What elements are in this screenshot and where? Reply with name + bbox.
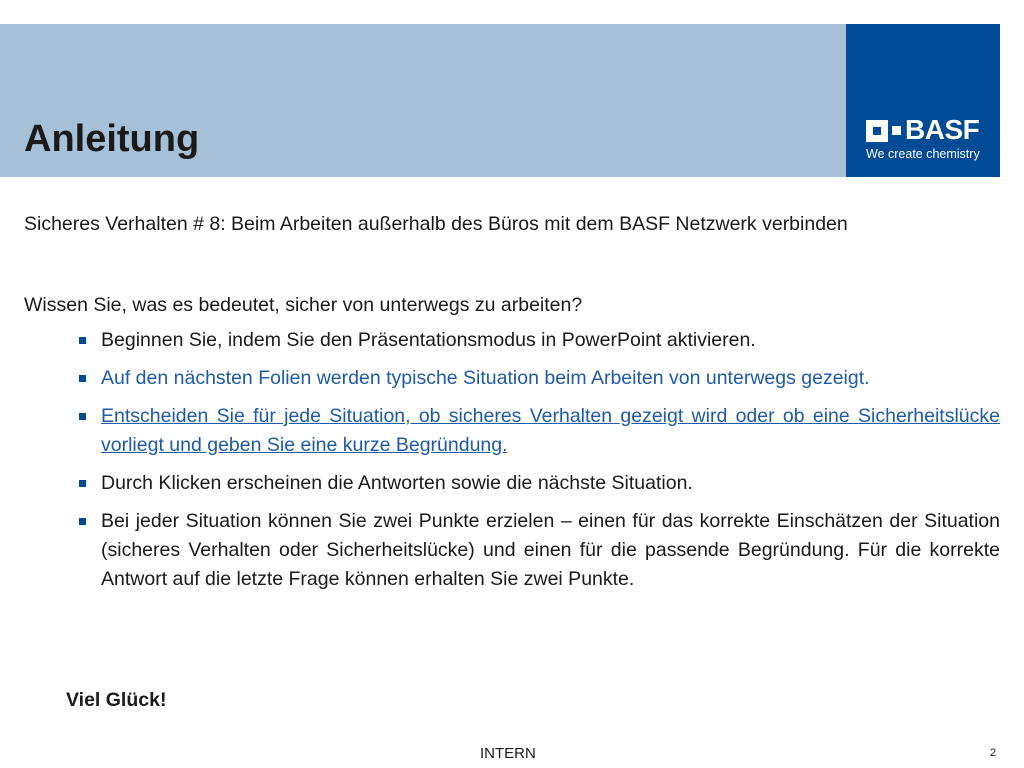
basf-logo bbox=[846, 24, 1000, 177]
basf-square-icon bbox=[866, 120, 888, 142]
slide-title: Anleitung bbox=[24, 118, 200, 160]
instruction-list bbox=[24, 326, 1000, 594]
page-number: 2 bbox=[990, 747, 997, 759]
slide-content bbox=[24, 210, 1000, 603]
closing-text: Viel Glück! bbox=[66, 689, 167, 711]
intro-question: Wissen Sie, was es bedeutet, sicher von unterwegs zu arbeiten? bbox=[24, 294, 583, 316]
logo-wordmark: BASF bbox=[905, 114, 980, 145]
basf-dot-icon bbox=[892, 126, 901, 135]
list-item: Bei jeder Situation können Sie zwei Punkte erzielen – einen für das korrekte Einschätzen der Situation (sicheres Verhalten oder Sicherheitslücke) und einen für die passende Begründung. Für die korrekte Antwort auf die letzte Frage können erhalten Sie zwei Punkte. bbox=[24, 507, 1000, 594]
list-item-link[interactable]: Entscheiden Sie für jede Situation, ob sicheres Verhalten gezeigt wird oder ob eine Sicherheitslücke vorliegt und geben Sie eine kurze Begründung. bbox=[24, 402, 1000, 460]
list-item: Beginnen Sie, indem Sie den Präsentationsmodus in PowerPoint aktivieren. bbox=[24, 326, 1000, 355]
slide-subtitle: Sicheres Verhalten # 8: Beim Arbeiten außerhalb des Büros mit dem BASF Netzwerk verbinden bbox=[24, 213, 848, 235]
list-item: Durch Klicken erscheinen die Antworten sowie die nächste Situation. bbox=[24, 469, 1000, 498]
logo-tagline: We create chemistry bbox=[866, 147, 980, 161]
list-item: Auf den nächsten Folien werden typische Situation beim Arbeiten von unterwegs gezeigt. bbox=[24, 364, 1000, 393]
footer-classification: INTERN bbox=[480, 745, 536, 762]
